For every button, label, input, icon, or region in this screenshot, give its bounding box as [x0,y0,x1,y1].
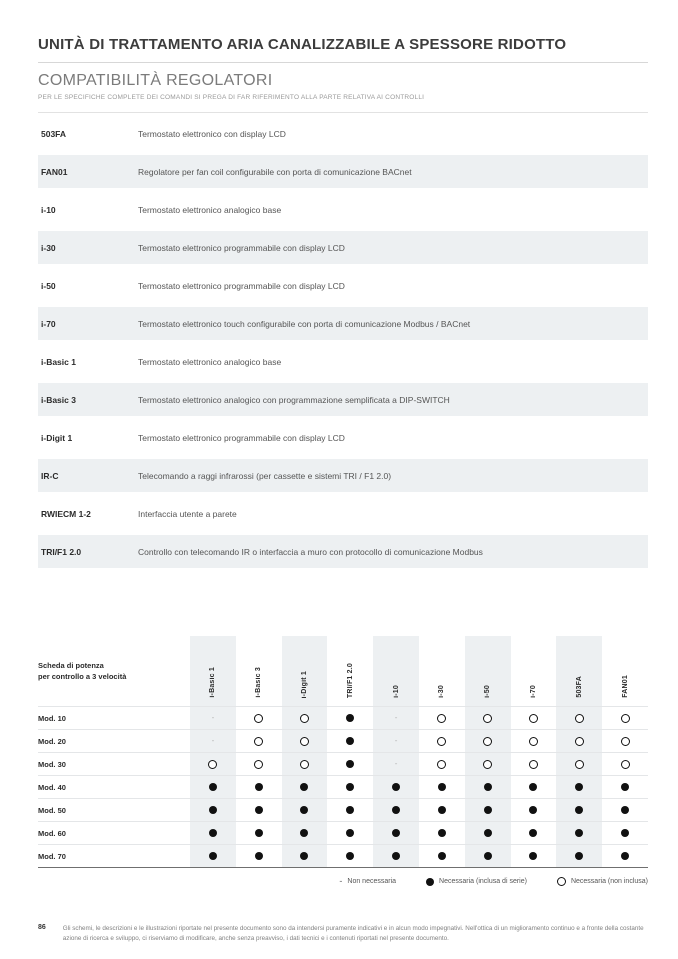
controller-code: i-50 [41,280,56,291]
controller-description: Termostato elettronico con display LCD [138,128,286,139]
matrix-cell [511,752,557,775]
filled-circle-symbol [484,852,492,860]
open-circle-symbol [575,714,584,723]
matrix-cell [190,775,236,798]
matrix-cell [465,775,511,798]
compatibility-matrix-grid [38,636,648,867]
matrix-cell [373,844,419,867]
filled-circle-symbol [392,852,400,860]
matrix-cell [602,844,648,867]
filled-circle-symbol [300,852,308,860]
open-circle-symbol [575,760,584,769]
matrix-row-label: Mod. 70 [38,844,190,867]
open-circle-symbol [254,714,263,723]
filled-circle-symbol [392,829,400,837]
matrix-column-header [236,636,282,706]
matrix-column-header [190,636,236,706]
filled-circle-symbol [484,829,492,837]
matrix-column-header-label: i-70 [529,685,537,698]
matrix-cell [190,844,236,867]
open-circle-symbol [300,714,309,723]
matrix-cell [327,706,373,729]
filled-circle-symbol [529,829,537,837]
controller-row [38,269,648,302]
controller-row [38,193,648,226]
controller-code: FAN01 [41,166,68,177]
matrix-cell [556,775,602,798]
matrix-cell [190,729,236,752]
matrix-cell [282,821,328,844]
matrix-cell [327,729,373,752]
filled-circle-symbol [255,783,263,791]
matrix-cell [373,706,419,729]
matrix-legend [38,877,648,886]
matrix-row-label: Mod. 30 [38,752,190,775]
matrix-corner-label-line1: Scheda di potenza [38,660,104,670]
matrix-cell [465,798,511,821]
matrix-cell [465,706,511,729]
filled-circle-symbol [621,852,629,860]
controller-code: TRI/F1 2.0 [41,546,82,557]
controller-description: Termostato elettronico touch configurabile con porta di comunicazione Modbus / BACnet [138,318,471,329]
matrix-cell [419,706,465,729]
page-number: 86 [38,924,46,931]
controller-row [38,345,648,378]
matrix-column-header-label: i-Basic 3 [255,667,263,698]
filled-circle-symbol [255,806,263,814]
controller-code: RWIECM 1-2 [41,508,91,519]
open-circle-symbol [437,760,446,769]
matrix-column-header-label: TRI/F1 2.0 [346,662,354,698]
matrix-cell [511,821,557,844]
matrix-cell [465,729,511,752]
controller-row [38,535,648,568]
filled-circle-symbol [438,783,446,791]
controller-code: i-Digit 1 [41,432,73,443]
filled-circle-symbol [346,829,354,837]
filled-circle-symbol [300,783,308,791]
filled-circle-symbol [209,806,217,814]
matrix-column-header-label: i-10 [392,685,400,698]
filled-circle-symbol [575,783,583,791]
matrix-column-header [511,636,557,706]
matrix-cell [419,752,465,775]
compatibility-matrix [38,636,648,868]
matrix-cell [556,844,602,867]
matrix-cell [236,752,282,775]
controller-row [38,383,648,416]
controller-description: Termostato elettronico analogico con programmazione semplificata a DIP-SWITCH [138,394,450,405]
controller-row [38,117,648,150]
controller-description: Termostato elettronico programmabile con display LCD [138,242,345,253]
matrix-cell [602,752,648,775]
controller-description: Termostato elettronico analogico base [138,356,282,367]
open-circle-symbol [254,737,263,746]
controller-row [38,155,648,188]
matrix-row-label: Mod. 20 [38,729,190,752]
filled-circle-symbol [346,737,354,745]
filled-circle-symbol [255,829,263,837]
matrix-cell [465,821,511,844]
filled-circle-symbol [346,806,354,814]
matrix-cell [282,775,328,798]
open-circle-symbol [529,714,538,723]
matrix-cell [511,775,557,798]
matrix-cell [419,821,465,844]
matrix-column-header-label: i-50 [484,685,492,698]
matrix-column-header [327,636,373,706]
matrix-cell [419,775,465,798]
dash-symbol: - [339,876,343,886]
controller-description: Regolatore per fan coil configurabile con porta di comunicazione BACnet [138,166,412,177]
matrix-cell [419,844,465,867]
filled-circle-symbol [346,714,354,722]
controller-row [38,497,648,530]
filled-circle-symbol [346,783,354,791]
matrix-column-header-label: i-Basic 1 [209,667,217,698]
page-title: UNITÀ DI TRATTAMENTO ARIA CANALIZZABILE A SPESSORE RIDOTTO [38,36,567,53]
page-content [38,0,648,886]
open-circle-symbol [621,760,630,769]
matrix-cell [190,706,236,729]
open-circle-symbol [437,737,446,746]
legend-item [557,877,648,886]
controller-row [38,231,648,264]
matrix-cell [327,844,373,867]
matrix-cell [236,844,282,867]
matrix-column-header [282,636,328,706]
matrix-cell [282,844,328,867]
filled-circle-symbol [300,829,308,837]
open-circle-symbol [529,737,538,746]
filled-circle-symbol [529,852,537,860]
controller-code: 503FA [41,128,67,139]
filled-circle-symbol [438,806,446,814]
section-subtitle: PER LE SPECIFICHE COMPLETE DEI COMANDI SI PREGA DI FAR RIFERIMENTO ALLA PARTE RELATIVA AI CONTROLLI [38,94,425,101]
matrix-cell [282,798,328,821]
matrix-cell [511,844,557,867]
matrix-cell [602,821,648,844]
controller-code: i-Basic 1 [41,356,76,367]
matrix-column-header-label: FAN01 [621,675,629,698]
filled-circle-symbol [255,852,263,860]
matrix-cell [373,752,419,775]
matrix-cell [602,706,648,729]
open-circle-symbol [483,714,492,723]
matrix-column-header [419,636,465,706]
matrix-cell [236,729,282,752]
matrix-cell [556,752,602,775]
matrix-column-header [373,636,419,706]
matrix-cell [511,706,557,729]
matrix-row-label: Mod. 10 [38,706,190,729]
matrix-cell [602,729,648,752]
filled-circle-symbol [484,783,492,791]
matrix-cell [236,775,282,798]
filled-circle-symbol [209,829,217,837]
matrix-row-label: Mod. 60 [38,821,190,844]
open-circle-symbol [437,714,446,723]
filled-circle-symbol [438,829,446,837]
legend-item-label: Necessaria (non inclusa) [570,878,648,885]
matrix-cell [236,821,282,844]
matrix-cell [327,798,373,821]
matrix-column-header [602,636,648,706]
matrix-column-header-label: i-Digit 1 [300,670,308,698]
dash-symbol: - [394,759,398,768]
filled-circle-symbol [575,852,583,860]
matrix-bottom-border [38,867,648,868]
open-circle-symbol [254,760,263,769]
filled-circle-symbol [426,878,434,886]
controller-row [38,459,648,492]
dash-symbol: - [211,713,215,722]
section-title: COMPATIBILITÀ REGOLATORI [38,72,273,89]
open-circle-symbol [621,737,630,746]
legend-item-label: Non necessaria [347,878,397,885]
dash-symbol: - [211,736,215,745]
filled-circle-symbol [438,852,446,860]
matrix-cell [327,775,373,798]
matrix-cell [327,821,373,844]
subtitle-divider [38,112,648,113]
matrix-cell [556,729,602,752]
matrix-cell [236,798,282,821]
controller-description: Termostato elettronico programmabile con display LCD [138,280,345,291]
matrix-column-header-label: 503FA [575,676,583,698]
matrix-cell [602,798,648,821]
dash-symbol: - [394,713,398,722]
filled-circle-symbol [392,806,400,814]
matrix-cell [282,729,328,752]
matrix-cell [511,798,557,821]
dash-symbol: - [394,736,398,745]
filled-circle-symbol [300,806,308,814]
controller-code: i-30 [41,242,56,253]
filled-circle-symbol [484,806,492,814]
filled-circle-symbol [621,829,629,837]
filled-circle-symbol [529,783,537,791]
matrix-cell [373,821,419,844]
open-circle-symbol [300,760,309,769]
filled-circle-symbol [575,806,583,814]
page-footer [38,924,650,944]
controller-description: Termostato elettronico programmabile con display LCD [138,432,345,443]
matrix-cell [190,752,236,775]
controller-description: Controllo con telecomando IR o interfaccia a muro con protocollo di comunicazione Modbus [138,546,483,557]
matrix-cell [556,821,602,844]
controllers-list [38,117,648,568]
matrix-cell [327,752,373,775]
matrix-cell [190,798,236,821]
footer-disclaimer: Gli schemi, le descrizioni e le illustrazioni riportate nel presente documento sono da intendersi puramente indicativi e in alcun modo impegnativi. Nell'ottica di un miglioramento continuo e a fronte della costante azione di ricerca e sviluppo, ci riserviamo di modificare, anche senza preavviso, i dati tecnici e i contenuti riportati nel presente documento. [62,925,644,942]
open-circle-symbol [557,877,566,886]
legend-item [426,878,527,886]
controller-description: Interfaccia utente a parete [138,508,237,519]
controller-code: i-10 [41,204,56,215]
matrix-cell [602,775,648,798]
matrix-cell [511,729,557,752]
matrix-cell [190,821,236,844]
open-circle-symbol [300,737,309,746]
filled-circle-symbol [621,783,629,791]
filled-circle-symbol [529,806,537,814]
matrix-cell [465,844,511,867]
controller-code: IR-C [41,470,59,481]
matrix-column-header-label: i-30 [438,685,446,698]
open-circle-symbol [621,714,630,723]
matrix-cell [373,798,419,821]
matrix-cell [373,729,419,752]
matrix-cell [419,798,465,821]
matrix-cell [419,729,465,752]
controller-row [38,307,648,340]
matrix-corner-label-line2: per controllo a 3 velocità [38,672,127,681]
matrix-column-header [556,636,602,706]
filled-circle-symbol [209,783,217,791]
controller-description: Termostato elettronico analogico base [138,204,282,215]
matrix-column-header [465,636,511,706]
matrix-cell [465,752,511,775]
filled-circle-symbol [209,852,217,860]
filled-circle-symbol [346,760,354,768]
controller-code: i-70 [41,318,56,329]
legend-item [339,877,396,886]
matrix-row-label: Mod. 40 [38,775,190,798]
matrix-cell [556,706,602,729]
matrix-corner-label [38,636,190,706]
open-circle-symbol [575,737,584,746]
controller-row [38,421,648,454]
filled-circle-symbol [575,829,583,837]
matrix-cell [556,798,602,821]
filled-circle-symbol [346,852,354,860]
filled-circle-symbol [621,806,629,814]
filled-circle-symbol [392,783,400,791]
matrix-cell [282,752,328,775]
matrix-cell [373,775,419,798]
controller-code: i-Basic 3 [41,394,76,405]
legend-item-label: Necessaria (inclusa di serie) [439,878,527,885]
title-divider [38,62,648,63]
matrix-cell [282,706,328,729]
open-circle-symbol [208,760,217,769]
open-circle-symbol [529,760,538,769]
matrix-row-label: Mod. 50 [38,798,190,821]
matrix-cell [236,706,282,729]
open-circle-symbol [483,737,492,746]
controller-description: Telecomando a raggi infrarossi (per cassette e sistemi TRI / F1 2.0) [138,470,392,481]
open-circle-symbol [483,760,492,769]
